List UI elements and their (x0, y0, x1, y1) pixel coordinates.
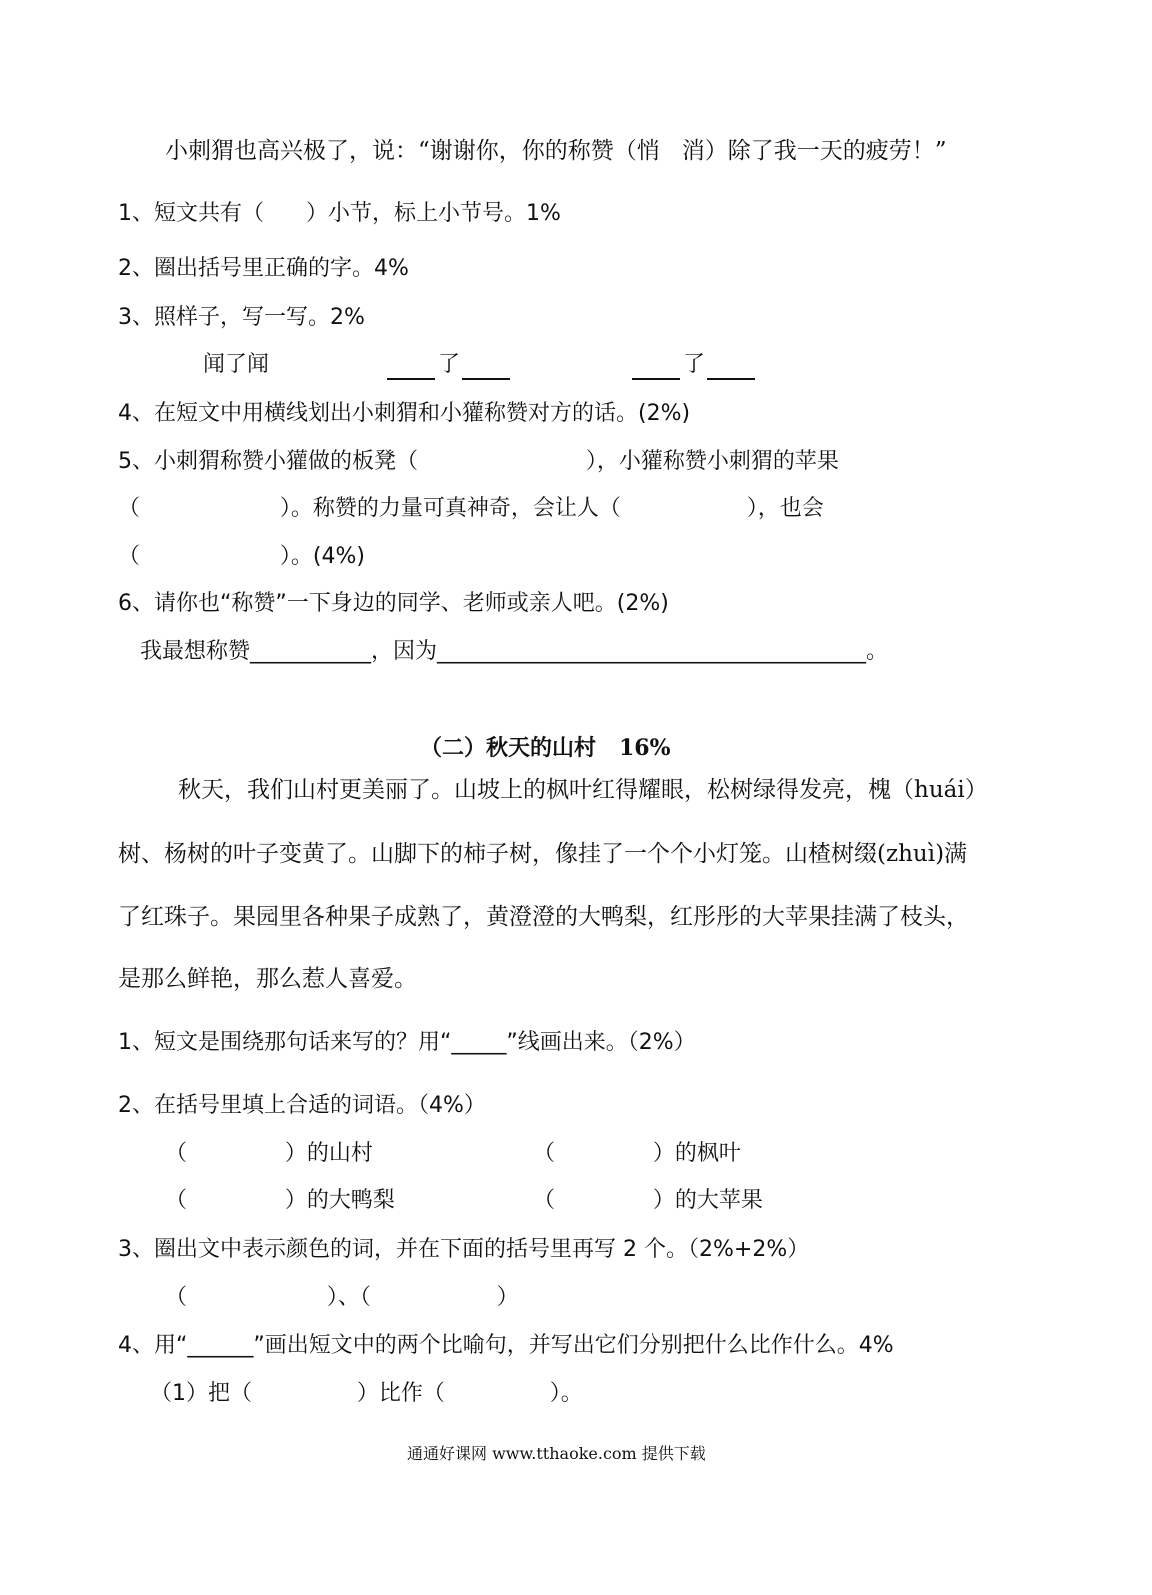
question-1: 1、短文共有（ ）小节，标上小节号。1% (118, 201, 561, 226)
question-5-line-1: 5、小刺猬称赞小獾做的板凳（ ），小獾称赞小刺猬的苹果 (118, 449, 839, 474)
passage-line-4: 是那么鲜艳，那么惹人喜爱。 (118, 966, 417, 992)
fill-blank-1a[interactable] (387, 360, 435, 380)
question-4: 4、在短文中用横线划出小刺猬和小獾称赞对方的话。(2%) (118, 401, 691, 426)
s2-q2-row2-left: （ ）的大鸭梨 (165, 1188, 395, 1213)
s2-question-1: 1、短文是围绕那句话来写的？用“_____”线画出来。（2%） (118, 1030, 696, 1055)
question-5-line-3: （ ）。(4%) (118, 544, 365, 569)
fill-blank-1b[interactable] (462, 360, 510, 380)
passage-ending: 小刺猬也高兴极了，说：“谢谢你，你的称赞（悄 消）除了我一天的疲劳！” (165, 138, 947, 164)
s2-question-3: 3、圈出文中表示颜色的词，并在下面的括号里再写 2 个。（2%+2%） (118, 1237, 810, 1262)
section-title: （二）秋天的山村 16% (420, 735, 671, 761)
question-6: 6、请你也“称赞”一下身边的同学、老师或亲人吧。(2%) (118, 591, 669, 616)
passage-line-2: 树、杨树的叶子变黄了。山脚下的柿子树，像挂了一个个小灯笼。山楂树缀(zhuì)满 (118, 841, 968, 867)
fill-blank-2b[interactable] (707, 360, 755, 380)
question-6-answer: 我最想称赞___________，因为_______________________________________。 (140, 639, 889, 664)
s2-q3-answer: （ ）、（ ） (165, 1285, 519, 1310)
s2-q2-row2-right: （ ）的大苹果 (533, 1188, 763, 1213)
question-3: 3、照样子，写一写。2% (118, 305, 365, 330)
passage-line-3: 了红珠子。果园里各种果子成熟了，黄澄澄的大鸭梨，红彤彤的大苹果挂满了枝头， (118, 904, 969, 930)
s2-question-2: 2、在括号里填上合适的词语。（4%） (118, 1093, 486, 1118)
example-word: 闻了闻 (203, 352, 270, 377)
passage-line-1: 秋天，我们山村更美丽了。山坡上的枫叶红得耀眼，松树绿得发亮，槐（huái） (178, 777, 988, 803)
fill-blank-2a[interactable] (632, 360, 680, 380)
s2-q2-row1-left: （ ）的山村 (165, 1141, 373, 1166)
le-char-1: 了 (438, 352, 461, 377)
question-5-line-2: （ ）。称赞的力量可真神奇，会让人（ ），也会 (118, 496, 824, 521)
s2-q4-answer: （1）把（ ）比作（ ）。 (150, 1381, 583, 1406)
le-char-2: 了 (683, 352, 706, 377)
s2-question-4: 4、用“______”画出短文中的两个比喻句，并写出它们分别把什么比作什么。4% (118, 1333, 894, 1358)
s2-q2-row1-right: （ ）的枫叶 (533, 1141, 741, 1166)
question-2: 2、圈出括号里正确的字。4% (118, 256, 409, 281)
footer-credit: 通通好课网 www.tthaoke.com 提供下载 (407, 1444, 706, 1463)
